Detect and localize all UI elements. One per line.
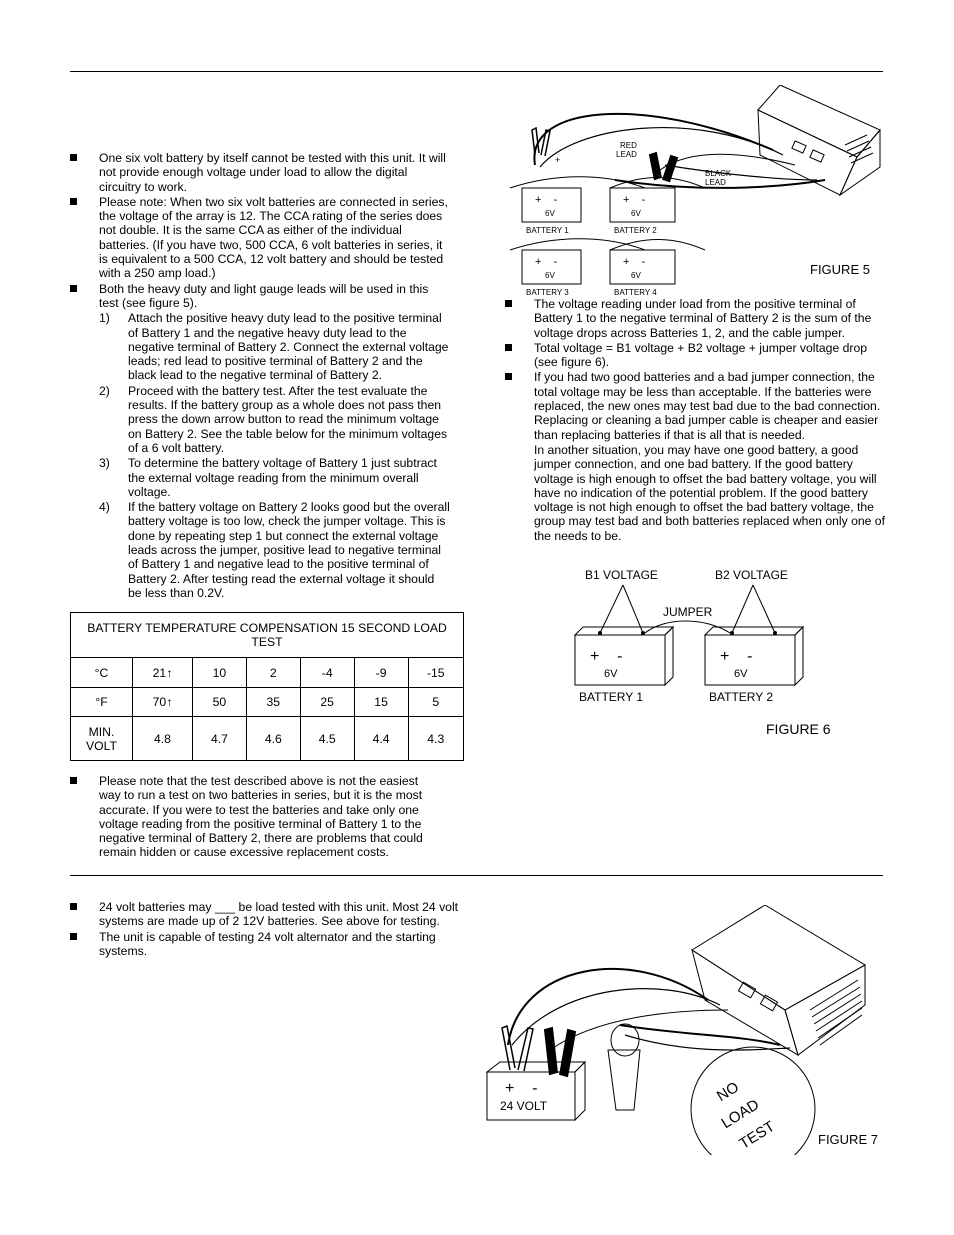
table-cell: 2 bbox=[246, 658, 300, 688]
b1-voltage-label: B1 VOLTAGE bbox=[585, 568, 658, 582]
table-row bbox=[71, 658, 464, 688]
battery-2-label: BATTERY 2 bbox=[614, 226, 657, 235]
figure-7-diagram bbox=[480, 905, 890, 1155]
section2-text bbox=[70, 900, 470, 959]
stamp-text: NO bbox=[713, 1078, 742, 1106]
bullet-item bbox=[505, 341, 888, 370]
step-text: Attach the positive heavy duty lead to the positive terminal of Battery 1 and the negative heavy duty lead to the negative terminal of Battery 2. Connect the external voltage leads; red lead to positive terminal of Battery 2 and the black lead to the negative terminal of Battery 2. bbox=[128, 311, 449, 383]
right-column-text bbox=[505, 297, 888, 543]
battery-1-terminals: + - bbox=[535, 194, 558, 206]
battery-4-voltage: 6V bbox=[631, 271, 641, 280]
bullet-item bbox=[505, 370, 888, 441]
table-cell: 4.5 bbox=[300, 717, 354, 761]
bullet-text: 24 volt batteries may ___ be load tested with this unit. Most 24 volt systems are made up of 2 12V batteries. See above for testing. bbox=[99, 900, 459, 929]
table-cell: 4.3 bbox=[408, 717, 463, 761]
bullet-text: Please note that the test described above is not the easiest way to run a test on two batteries in series, but it is the most accurate. If you were to test the batteries and take only one voltage reading from the positive terminal of Battery 1 to the negative terminal of Battery 2, there are problems that could remain hidden or cause excessive replacement costs. bbox=[99, 774, 423, 860]
figure-6-caption: FIGURE 6 bbox=[766, 721, 831, 737]
jumper-label: JUMPER bbox=[663, 605, 713, 619]
battery-4-terminals: + - bbox=[623, 256, 646, 268]
step-item bbox=[99, 456, 450, 499]
paragraph bbox=[505, 443, 888, 543]
battery-2-voltage: 6V bbox=[631, 209, 641, 218]
table-cell: 50 bbox=[192, 688, 246, 717]
bullet-square-icon bbox=[70, 198, 77, 205]
black-lead-label: LEAD bbox=[705, 178, 726, 187]
bullet-square-icon bbox=[505, 344, 512, 351]
bullet-item bbox=[505, 297, 888, 340]
stamp-text: TEST bbox=[736, 1117, 778, 1153]
figure-7-caption: FIGURE 7 bbox=[818, 1132, 878, 1147]
table-cell: 4.8 bbox=[133, 717, 193, 761]
figure-6-diagram bbox=[565, 565, 845, 745]
figure-5-diagram bbox=[495, 85, 890, 300]
tester-side bbox=[840, 130, 880, 195]
bullet-item bbox=[70, 195, 450, 281]
table-cell: 4.4 bbox=[354, 717, 408, 761]
red-lead-label: RED bbox=[620, 141, 637, 150]
battery-2-terminals: + - bbox=[720, 648, 753, 665]
top-rule bbox=[70, 71, 883, 72]
temperature-compensation-table bbox=[70, 612, 464, 761]
stamp-text: LOAD bbox=[718, 1096, 763, 1133]
step-number: 4) bbox=[99, 500, 110, 515]
bullet-square-icon bbox=[505, 373, 512, 380]
fig5-plus-label: + bbox=[555, 155, 561, 165]
negative-clamp-icon bbox=[545, 1028, 575, 1077]
battery-1-label: BATTERY 1 bbox=[526, 226, 569, 235]
battery-24v-label: 24 VOLT bbox=[500, 1099, 548, 1113]
bullet-square-icon bbox=[505, 300, 512, 307]
table-cell: °C bbox=[71, 658, 133, 688]
battery-3-voltage: 6V bbox=[545, 271, 555, 280]
table-note bbox=[70, 774, 440, 861]
bullet-item bbox=[70, 282, 450, 311]
table-cell: -4 bbox=[300, 658, 354, 688]
table-cell: MIN. VOLT bbox=[71, 717, 133, 761]
step-item bbox=[99, 311, 450, 382]
b2-voltage-label: B2 VOLTAGE bbox=[715, 568, 788, 582]
red-lead-label: LEAD bbox=[616, 150, 637, 159]
step-number: 3) bbox=[99, 456, 110, 471]
table-cell: -15 bbox=[408, 658, 463, 688]
battery-1-voltage: 6V bbox=[604, 668, 618, 680]
step-item bbox=[99, 384, 450, 455]
table-cell: 21↑ bbox=[133, 658, 193, 688]
battery-24v-terminals: + - bbox=[505, 1080, 538, 1097]
step-number: 1) bbox=[99, 311, 110, 326]
battery-1-voltage: 6V bbox=[545, 209, 555, 218]
bullet-item bbox=[70, 930, 470, 959]
battery-1-terminals: + - bbox=[590, 648, 623, 665]
bullet-square-icon bbox=[70, 903, 77, 910]
table-cell: °F bbox=[71, 688, 133, 717]
bullet-item bbox=[70, 151, 450, 194]
battery-2-label: BATTERY 2 bbox=[709, 690, 774, 704]
table-title: BATTERY TEMPERATURE COMPENSATION 15 SECOND LOAD TEST bbox=[71, 613, 464, 658]
step-number: 2) bbox=[99, 383, 110, 398]
bullet-square-icon bbox=[70, 777, 77, 784]
battery-1-label: BATTERY 1 bbox=[579, 690, 644, 704]
battery-2-voltage: 6V bbox=[734, 668, 748, 680]
section-rule bbox=[70, 875, 883, 876]
fig5-minus-label: - bbox=[671, 157, 674, 167]
table-row bbox=[71, 688, 464, 717]
table-cell: 15 bbox=[354, 688, 408, 717]
bullet-text: The voltage reading under load from the positive terminal of Battery 1 to the negative terminal of Battery 2 is the sum of the voltage drops across Batteries 1, 2, and the cable jumper. bbox=[534, 297, 872, 340]
table-cell: 10 bbox=[192, 658, 246, 688]
bullet-square-icon bbox=[70, 154, 77, 161]
bullet-item bbox=[70, 774, 440, 860]
bullet-text: Total voltage = B1 voltage + B2 voltage + jumper voltage drop (see figure 6). bbox=[534, 340, 868, 370]
bullet-text: Please note: When two six volt batteries are connected in series, the voltage of the array is 12. The CCA rating of the series does not double. It is the same CCA as either of the individual batteries. (If you have two, 500 CCA, 6 volt batteries in series, it is equivalent to a 500 CCA, 12 volt battery and should be tested with a 250 amp load.) bbox=[99, 194, 448, 281]
bullet-square-icon bbox=[70, 933, 77, 940]
step-text: If the battery voltage on Battery 2 looks good but the overall battery voltage is too low, check the jumper voltage. This is done by repeating step 1 but connect the external voltage leads across the jumper, positive lead to negative terminal of Battery 1 and negative lead to the positive terminal of Battery 2. After testing read the external voltage it should be less than 0.2V. bbox=[128, 500, 450, 600]
figure-5-caption: FIGURE 5 bbox=[810, 262, 870, 277]
battery-3-terminals: + - bbox=[535, 256, 558, 268]
positive-clamp-icon bbox=[502, 1026, 533, 1071]
bullet-text: One six volt battery by itself cannot be tested with this unit. It will not provide enough voltage under load to allow the digital circuitry to work. bbox=[99, 151, 446, 194]
step-text: Proceed with the battery test. After the test evaluate the results. If the battery group as a whole does not pass then press the down arrow button to read the minimum voltage on Battery 2. See the table below for the minimum voltages of a 6 volt battery. bbox=[128, 383, 448, 455]
table-cell: 4.7 bbox=[192, 717, 246, 761]
left-column-section1 bbox=[70, 151, 450, 601]
tester-top bbox=[758, 85, 880, 157]
table-cell: 4.6 bbox=[246, 717, 300, 761]
bullet-square-icon bbox=[70, 285, 77, 292]
table-cell: -9 bbox=[354, 658, 408, 688]
table-cell: 70↑ bbox=[133, 688, 193, 717]
battery-4-label: BATTERY 4 bbox=[614, 288, 657, 297]
bullet-item bbox=[70, 900, 470, 929]
step-item bbox=[99, 500, 450, 600]
battery-3-label: BATTERY 3 bbox=[526, 288, 569, 297]
table-cell: 5 bbox=[408, 688, 463, 717]
step-text: To determine the battery voltage of Battery 1 just subtract the external voltage reading from the minimum overall voltage. bbox=[128, 456, 437, 499]
bullet-text: If you had two good batteries and a bad jumper connection, the total voltage may be less than acceptable. If the batteries were replaced, the new ones may test bad due to the bad connection. Replacing or cleaning a bad jumper cable is cheaper and easier than replacing batteries if that is all that is needed. bbox=[534, 370, 881, 442]
bullet-text: The unit is capable of testing 24 volt alternator and the starting systems. bbox=[99, 929, 436, 958]
tester-top bbox=[692, 905, 865, 1010]
paragraph-text: In another situation, you may have one good battery, a good jumper connection, and one bad battery. If the good battery voltage is high enough to offset the bad battery voltage, you will have no indication of the potential problem. If the good battery voltage is not high enough to offset the bad battery voltage, the group may test bad and both batteries replaced when only one of the needs to be. bbox=[534, 442, 885, 543]
bullet-text: Both the heavy duty and light gauge leads will be used in this test (see figure 5). bbox=[99, 281, 429, 310]
battery-2-terminals: + - bbox=[623, 194, 646, 206]
table-cell: 25 bbox=[300, 688, 354, 717]
amp-clamp-icon bbox=[611, 1024, 639, 1056]
table-row bbox=[71, 717, 464, 761]
black-lead-label: BLACK bbox=[705, 169, 732, 178]
table-cell: 35 bbox=[246, 688, 300, 717]
